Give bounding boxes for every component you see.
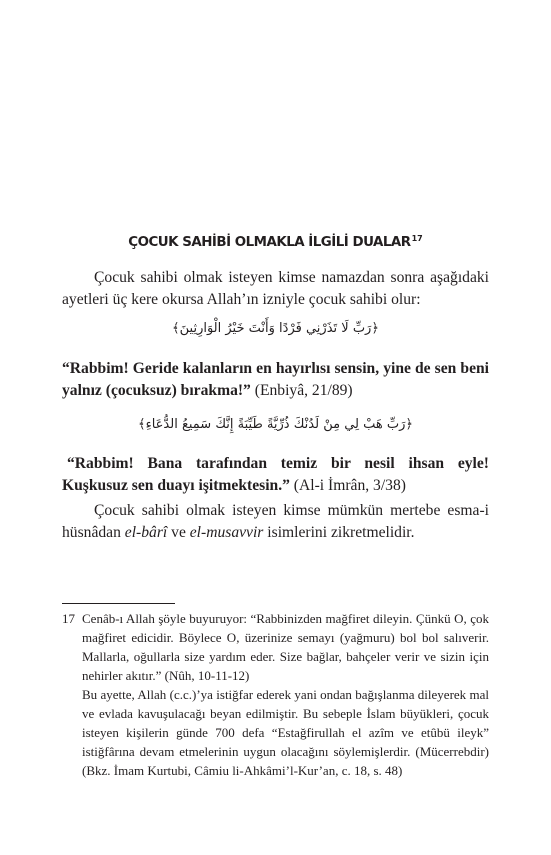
- name-el-bari: el-bârî: [124, 524, 168, 541]
- closing-text-3: isimlerini zikretmelidir.: [263, 524, 415, 541]
- book-page: [62, 0, 489, 855]
- verse-1-reference: (Enbiyâ, 21/89): [250, 382, 353, 399]
- section-heading: [62, 234, 489, 250]
- footnote-reference[interactable]: 17: [411, 234, 423, 243]
- name-el-musavvir: el-musavvir: [189, 524, 264, 541]
- footnote-number: 17: [62, 611, 75, 626]
- closing-text-2: ve: [167, 524, 190, 541]
- verse-1-translation-text: “Rabbim! Geride kalanların en hayırlısı sensin, yine de sen beni yalnız (çocuksuz) bırakma!”: [62, 360, 489, 399]
- footnote: [62, 609, 489, 780]
- verse-2-translation-text: “Rabbim! Bana tarafından temiz bir nesil ihsan eyle! Kuşkusuz sen duayı işitmektesin.”: [62, 455, 489, 494]
- footnote-paragraph-1: Cenâb-ı Allah şöyle buyuruyor: “Rabbinizden mağfiret dileyin. Çünkü O, çok mağfiret edicidir. Böylece O, üzerinize semayı (yağmuru) bol bol salıverir. Mallarla, oğullarla size yardım eder. Size bağlar, bahçeler verir ve sizin için nehirler akıtır.” (Nûh, 10-11-12): [82, 611, 489, 683]
- footnote-body: [82, 609, 489, 780]
- verse-2-translation: [62, 453, 489, 497]
- heading-title: ÇOCUK SAHİBİ OLMAKLA İLGİLİ DUALAR: [128, 235, 411, 250]
- footnote-divider: [62, 603, 175, 604]
- verse-2-reference: (Al-i İmrân, 3/38): [289, 477, 406, 494]
- footnote-paragraph-2: Bu ayette, Allah (c.c.)’ya istiğfar ederek yani ondan bağışlanma dileyerek mal ve evlada kavuşulacağı beyan edilmiştir. Bu sebeple İslam büyükleri, çocuk isteyen kişilerin günde 700 defa “Estağfirullah el azîm ve etûbü ileyk” istiğfârına devam etmelerinin uygun olacağını söylemişlerdir. (Mücerrebdir) (Bkz. İmam Kurtubi, Câmiu li-Ahkâmi’l-Kur’an, c. 18, s. 48): [82, 687, 489, 778]
- closing-text-1: Çocuk sahibi olmak isteyen kimse mümkün mertebe esma-i hüsnâdan: [62, 502, 489, 541]
- closing-paragraph: [62, 500, 489, 544]
- arabic-verse-1: ﴿رَبِّ لَا تَذَرْنِي فَرْدًا وَأَنْتَ خَيْرُ الْوَارِثِينَ﴾: [172, 321, 379, 336]
- verse-1-translation: [62, 358, 489, 402]
- arabic-verse-2: ﴿رَبِّ هَبْ لِي مِنْ لَدُنْكَ ذُرِّيَّةً طَيِّبَةً إِنَّكَ سَمِيعُ الدُّعَاءِ﴾: [137, 417, 414, 432]
- intro-paragraph: Çocuk sahibi olmak isteyen kimse namazdan sonra aşağıdaki ayetleri üç kere okursa Allah’ın izniyle çocuk sahibi olur:: [62, 269, 489, 308]
